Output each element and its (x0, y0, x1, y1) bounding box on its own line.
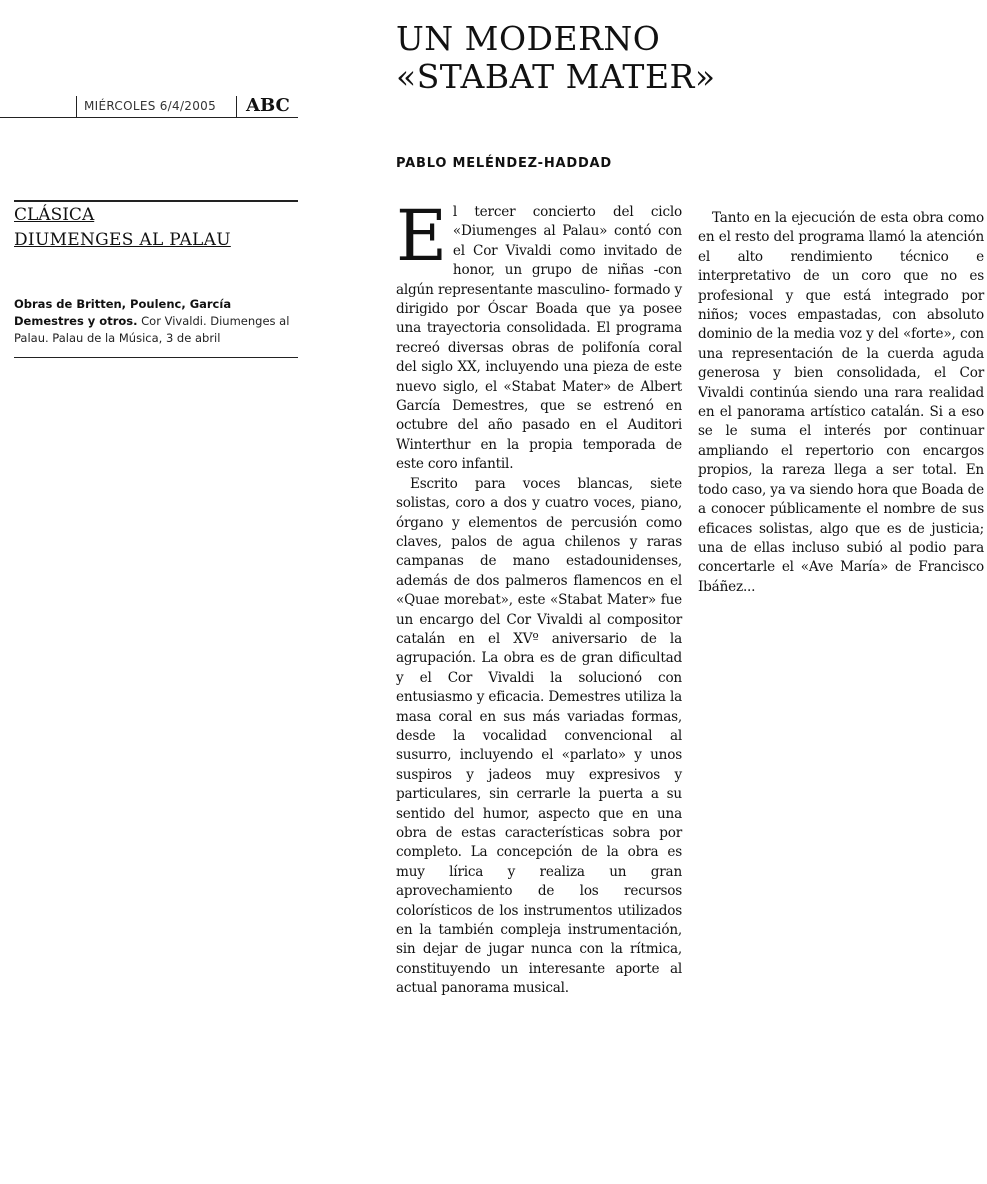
paragraph-text: l tercer concierto del ciclo «Diumenges al Palau» contó con el Cor Vivaldi como invitado de honor, un grupo de niñas -con algún representante masculino- formado y dirigido por Óscar Boada que ya posee una trayectoria consolidada. El programa recreó diversas obras de polifonía coral del siglo XX, incluyendo una pieza de este nuevo siglo, el «Stabat Mater» de Albert García Demestres, que se estrenó en octubre del año pasado en el Auditori Winterthur en la propia temporada de este coro infantil. (396, 204, 682, 473)
article-paragraph: Tanto en la ejecución de esta obra como en el resto del programa llamó la atención el alto rendimiento técnico e interpretativo de un coro que no es profesional y que está integrado por niños; voces empastadas, con absoluto dominio de la media voz y del «forte», con una representación de la cuerda aguda generosa y bien consolidada, el Cor Vivaldi continúa siendo una rara realidad en el panorama artístico catalán. Si a eso se le suma el interés por continuar ampliando el repertorio con encargos propios, la rareza llega a ser total. En todo caso, ya va siendo hora que Boada de a conocer públicamente el nombre de sus eficaces solistas, algo que es de justicia; una de ellas incluso subió al podio para concertarle el «Ave María» de Francisco Ibáñez... (698, 210, 984, 595)
article-column-1 (396, 195, 682, 999)
header-separator (76, 96, 77, 118)
publication-name: ABC (246, 95, 290, 116)
section-rule (14, 200, 298, 202)
credits-details: Cor Vivaldi. Diumenges al Palau. Palau de la Música, 3 de abril (14, 314, 290, 345)
article-column-2 (698, 209, 984, 597)
header-separator (236, 96, 237, 118)
credits-rule (14, 357, 298, 358)
concert-credits (14, 296, 300, 347)
article-paragraph (396, 195, 682, 475)
drop-cap: E (396, 195, 447, 277)
publication-date: MIÉRCOLES 6/4/2005 (84, 99, 217, 113)
article-title: UN MODERNO «STABAT MATER» (396, 19, 716, 96)
article-author: PABLO MELÉNDEZ-HADDAD (396, 156, 613, 171)
section-title: CLÁSICA (14, 205, 95, 225)
article-paragraph: Escrito para voces blancas, siete solistas, coro a dos y cuatro voces, piano, órgano y elementos de percusión como claves, palos de agua chilenos y raras campanas de mano estadounidenses, además de dos palmeros flamencos en el «Quae morebat», este «Stabat Mater» fue un encargo del Cor Vivaldi al compositor catalán en el XVº aniversario de la agrupación. La obra es de gran dificultad y el Cor Vivaldi la solucionó con entusiasmo y eficacia. Demestres utiliza la masa coral en sus más variadas formas, desde la vocalidad convencional al susurro, incluyendo el «parlato» y unos suspiros y jadeos muy expresivos y particulares, sin cerrarle la puerta a su sentido del humor, aspecto que en una obra de estas características sobra por completo. La concepción de la obra es muy lírica y realiza un gran aprovechamiento de los recursos colorísticos de los instrumentos utilizados en la también compleja instrumentación, sin dejar de jugar nunca con la rítmica, constituyendo un interesante aporte al actual panorama musical. (396, 475, 682, 997)
header-rule (0, 117, 298, 118)
section-subtitle: DIUMENGES AL PALAU (14, 230, 231, 250)
credits-works: Obras de Britten, Poulenc, García Demestres y otros. (14, 297, 232, 328)
